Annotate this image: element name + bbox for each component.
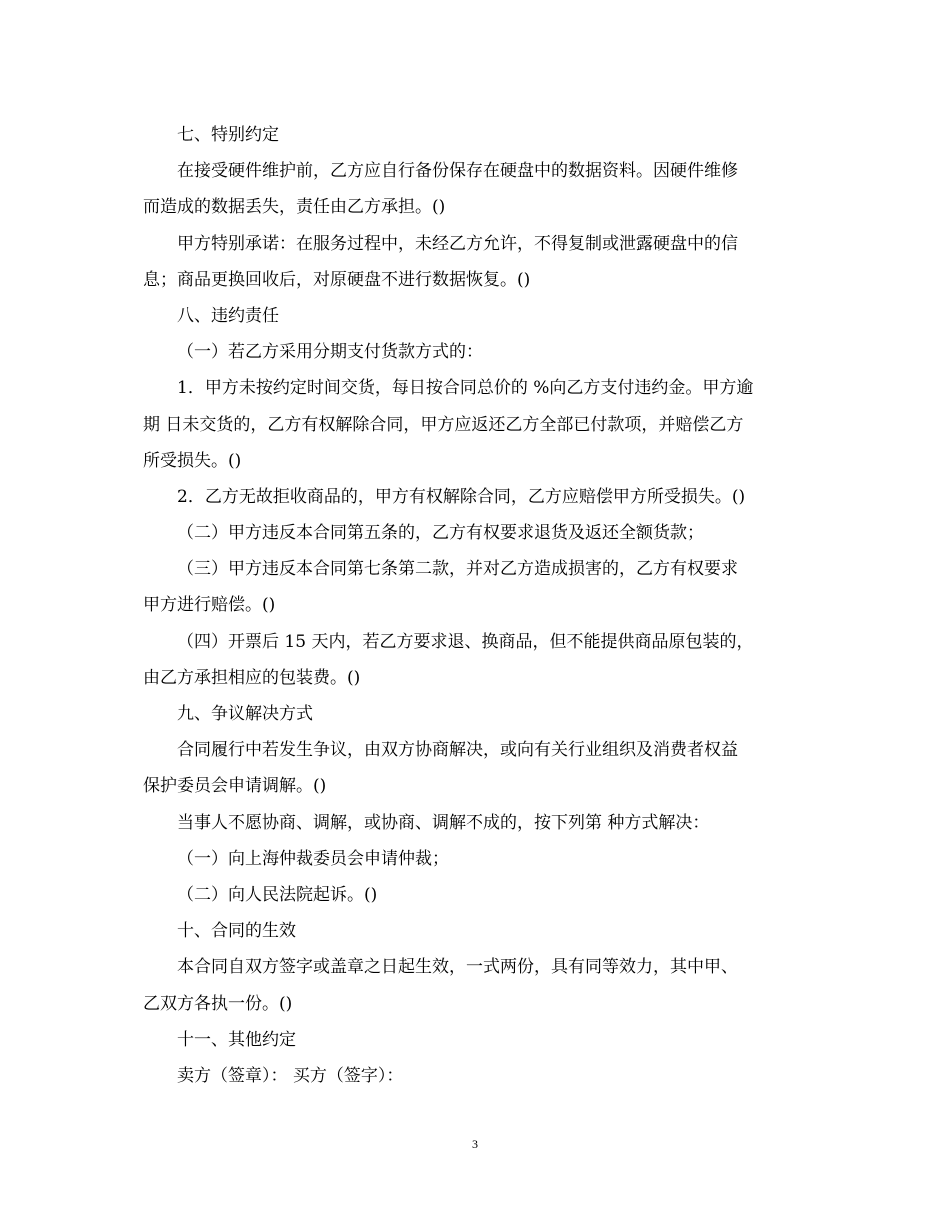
paragraph-line: 而造成的数据丢失，责任由乙方承担。() [143,197,446,218]
signature-line: 卖方（签章）： 买方（签字）： [177,1065,404,1086]
paragraph-line: 2．乙方无故拒收商品的，甲方有权解除合同，乙方应赔偿甲方所受损失。() [177,486,746,507]
heading-breach-liability: 八、违约责任 [177,305,279,326]
document-body [143,117,808,1094]
paragraph-line: 期 日未交货的，乙方有权解除合同，甲方应返还乙方全部已付款项，并赔偿乙方 [143,414,744,435]
paragraph-line: 息；商品更换回收后，对原硬盘不进行数据恢复。() [143,269,531,290]
heading-dispute-resolution: 九、争议解决方式 [177,704,313,724]
paragraph-line: 在接受硬件维护前，乙方应自行备份保存在硬盘中的数据资料。因硬件维修 [177,161,738,182]
paragraph-line: （一）若乙方采用分期支付货款方式的： [177,342,483,363]
paragraph-line: 本合同自双方签字或盖章之日起生效，一式两份，具有同等效力，其中甲、 [177,957,738,978]
paragraph-line: 由乙方承担相应的包装费。() [143,667,361,688]
paragraph-line: 乙双方各执一份。() [143,993,293,1014]
paragraph-line: （四）开票后 15 天内，若乙方要求退、换商品，但不能提供商品原包装的， [177,631,754,652]
paragraph-line: 甲方特别承诺：在服务过程中，未经乙方允许，不得复制或泄露硬盘中的信 [177,233,738,254]
paragraph-line: 所受损失。() [143,450,242,471]
paragraph-line: （一）向上海仲裁委员会申请仲裁； [177,848,449,869]
paragraph-line: （三）甲方违反本合同第七条第二款，并对乙方造成损害的，乙方有权要求 [177,559,738,580]
paragraph-line: 当事人不愿协商、调解，或协商、调解不成的，按下列第 种方式解决： [177,812,710,833]
heading-other-terms: 十一、其他约定 [177,1029,296,1050]
paragraph-line: 合同履行中若发生争议，由双方协商解决，或向有关行业组织及消费者权益 [177,740,738,761]
heading-special-terms: 七、特别约定 [177,125,279,145]
paragraph-line: （二）甲方违反本合同第五条的，乙方有权要求退货及返还全额货款； [177,523,704,544]
paragraph-line: （二）向人民法院起诉。() [177,884,378,905]
paragraph-line: 1．甲方未按约定时间交货，每日按合同总价的 %向乙方支付违约金。甲方逾 [177,378,754,399]
page-number: 3 [472,1137,478,1151]
paragraph-line: 甲方进行赔偿。() [143,595,276,616]
paragraph-line: 保护委员会申请调解。() [143,776,327,797]
heading-contract-effect: 十、合同的生效 [177,921,296,942]
